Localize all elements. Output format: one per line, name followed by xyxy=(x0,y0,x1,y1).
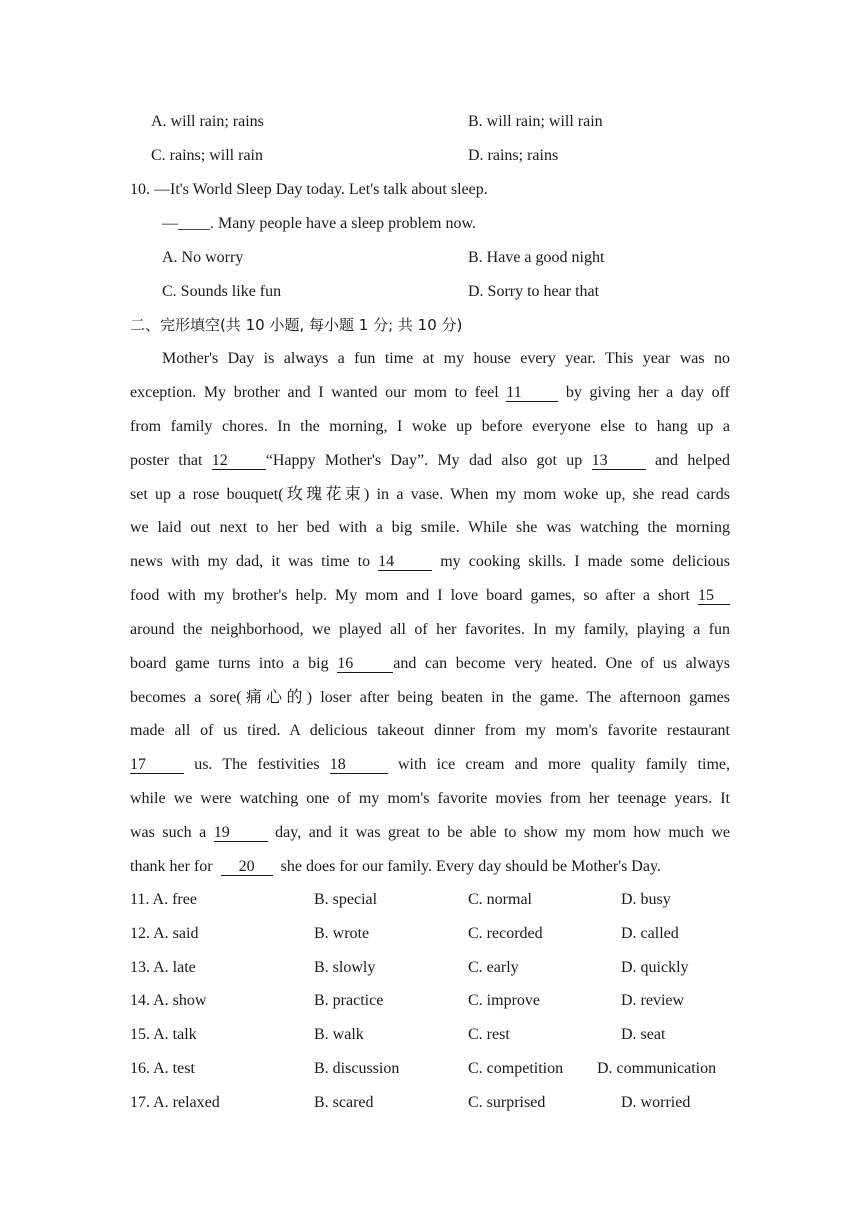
passage-line: Mother's Day is always a fun time at my house every year. This year was no xyxy=(162,350,730,367)
passage-text: board game turns into a big xyxy=(130,655,329,672)
choice-12-d: D. called xyxy=(621,925,679,942)
q10-option-b: B. Have a good night xyxy=(468,249,605,266)
choice-13-a: 13. A. late xyxy=(130,959,196,976)
passage-line xyxy=(130,552,730,572)
section-heading: 二、完形填空(共 10 小题, 每小题 1 分; 共 10 分) xyxy=(130,316,463,334)
choice-11-c: C. normal xyxy=(468,891,532,908)
q10-reply xyxy=(162,214,476,234)
choice-11-d: D. busy xyxy=(621,891,671,908)
q10-option-a: A. No worry xyxy=(162,249,244,266)
passage-line: around the neighborhood, we played all of her favorites. In my family, playing a fun xyxy=(130,621,730,638)
choice-17-d: D. worried xyxy=(621,1094,691,1111)
choice-16-d: D. communication xyxy=(597,1060,717,1077)
choice-15-a: 15. A. talk xyxy=(130,1026,197,1043)
choice-14-b: B. practice xyxy=(314,992,384,1009)
passage-line: we laid out next to her bed with a big smile. While she was watching the morning xyxy=(130,519,730,536)
passage-text: with ice cream and more quality family time, xyxy=(397,756,731,773)
choice-11-a: 11. A. free xyxy=(130,891,197,908)
q10-blank: ____ xyxy=(178,215,210,232)
choice-12-a: 12. A. said xyxy=(130,925,199,942)
q9-option-b: B. will rain; will rain xyxy=(468,113,603,130)
passage-text: by giving her a day off xyxy=(565,384,731,401)
passage-line xyxy=(130,586,730,606)
blank-18: 18 xyxy=(330,756,388,774)
passage-text: poster that xyxy=(130,452,203,469)
passage-text: my cooking skills. I made some delicious xyxy=(440,553,730,570)
passage-text: day, and it was great to be able to show my mom how much we xyxy=(275,824,731,841)
choice-13-b: B. slowly xyxy=(314,959,376,976)
choice-12-c: C. recorded xyxy=(468,925,543,942)
q10-reply-dash: — xyxy=(162,215,178,232)
passage-text: and helped xyxy=(654,452,731,469)
passage-text: “Happy Mother's Day”. My dad also got up xyxy=(265,452,583,469)
passage-text: exception. My brother and I wanted our mom to feel xyxy=(130,384,499,401)
passage-text: and can become very heated. One of us always xyxy=(393,655,731,672)
passage-line xyxy=(130,451,730,471)
choice-14-c: C. improve xyxy=(468,992,540,1009)
passage-line: made all of us tired. A delicious takeout dinner from my mom's favorite restaurant xyxy=(130,722,730,739)
q10-stem: 10. —It's World Sleep Day today. Let's talk about sleep. xyxy=(130,181,488,198)
blank-11: 11 xyxy=(506,384,558,402)
choice-16-b: B. discussion xyxy=(314,1060,400,1077)
q9-option-c: C. rains; will rain xyxy=(151,147,263,164)
passage-line: from family chores. In the morning, I woke up before everyone else to hang up a xyxy=(130,418,730,435)
passage-line xyxy=(130,755,730,775)
choice-17-c: C. surprised xyxy=(468,1094,546,1111)
passage-line xyxy=(130,654,730,674)
passage-line xyxy=(130,383,730,403)
choice-17-a: 17. A. relaxed xyxy=(130,1094,220,1111)
blank-14: 14 xyxy=(378,553,432,571)
q10-option-c: C. Sounds like fun xyxy=(162,283,282,300)
passage-line: becomes a sore(痛心的) loser after being beaten in the game. The afternoon games xyxy=(130,689,730,706)
q10-option-d: D. Sorry to hear that xyxy=(468,283,600,300)
passage-line xyxy=(130,857,661,877)
blank-13: 13 xyxy=(592,452,646,470)
blank-17: 17 xyxy=(130,756,184,774)
passage-text: news with my dad, it was time to xyxy=(130,553,371,570)
passage-line: set up a rose bouquet(玫瑰花束) in a vase. When my mom woke up, she read cards xyxy=(130,486,730,503)
passage-text: she does for our family. Every day should be Mother's Day. xyxy=(280,858,661,875)
q10-reply-text: . Many people have a sleep problem now. xyxy=(210,215,476,232)
choice-13-c: C. early xyxy=(468,959,519,976)
blank-20: 20 xyxy=(221,858,273,876)
passage-text: thank her for xyxy=(130,858,213,875)
passage-text: food with my brother's help. My mom and I love board games, so after a short xyxy=(130,587,691,604)
choice-16-c: C. competition xyxy=(468,1060,564,1077)
choice-12-b: B. wrote xyxy=(314,925,370,942)
blank-19: 19 xyxy=(214,824,268,842)
blank-12: 12 xyxy=(212,452,266,470)
choice-15-d: D. seat xyxy=(621,1026,666,1043)
passage-line: while we were watching one of my mom's favorite movies from her teenage years. It xyxy=(130,790,730,807)
choice-17-b: B. scared xyxy=(314,1094,374,1111)
choice-11-b: B. special xyxy=(314,891,378,908)
passage-text: was such a xyxy=(130,824,207,841)
choice-14-a: 14. A. show xyxy=(130,992,207,1009)
choice-13-d: D. quickly xyxy=(621,959,689,976)
blank-16: 16 xyxy=(337,655,393,673)
choice-16-a: 16. A. test xyxy=(130,1060,195,1077)
q9-option-a: A. will rain; rains xyxy=(151,113,264,130)
passage-line xyxy=(130,823,730,843)
blank-15: 15 xyxy=(698,587,730,605)
passage-text: us. The festivities xyxy=(194,756,320,773)
q9-option-d: D. rains; rains xyxy=(468,147,559,164)
choice-15-b: B. walk xyxy=(314,1026,364,1043)
choice-14-d: D. review xyxy=(621,992,685,1009)
choice-15-c: C. rest xyxy=(468,1026,510,1043)
